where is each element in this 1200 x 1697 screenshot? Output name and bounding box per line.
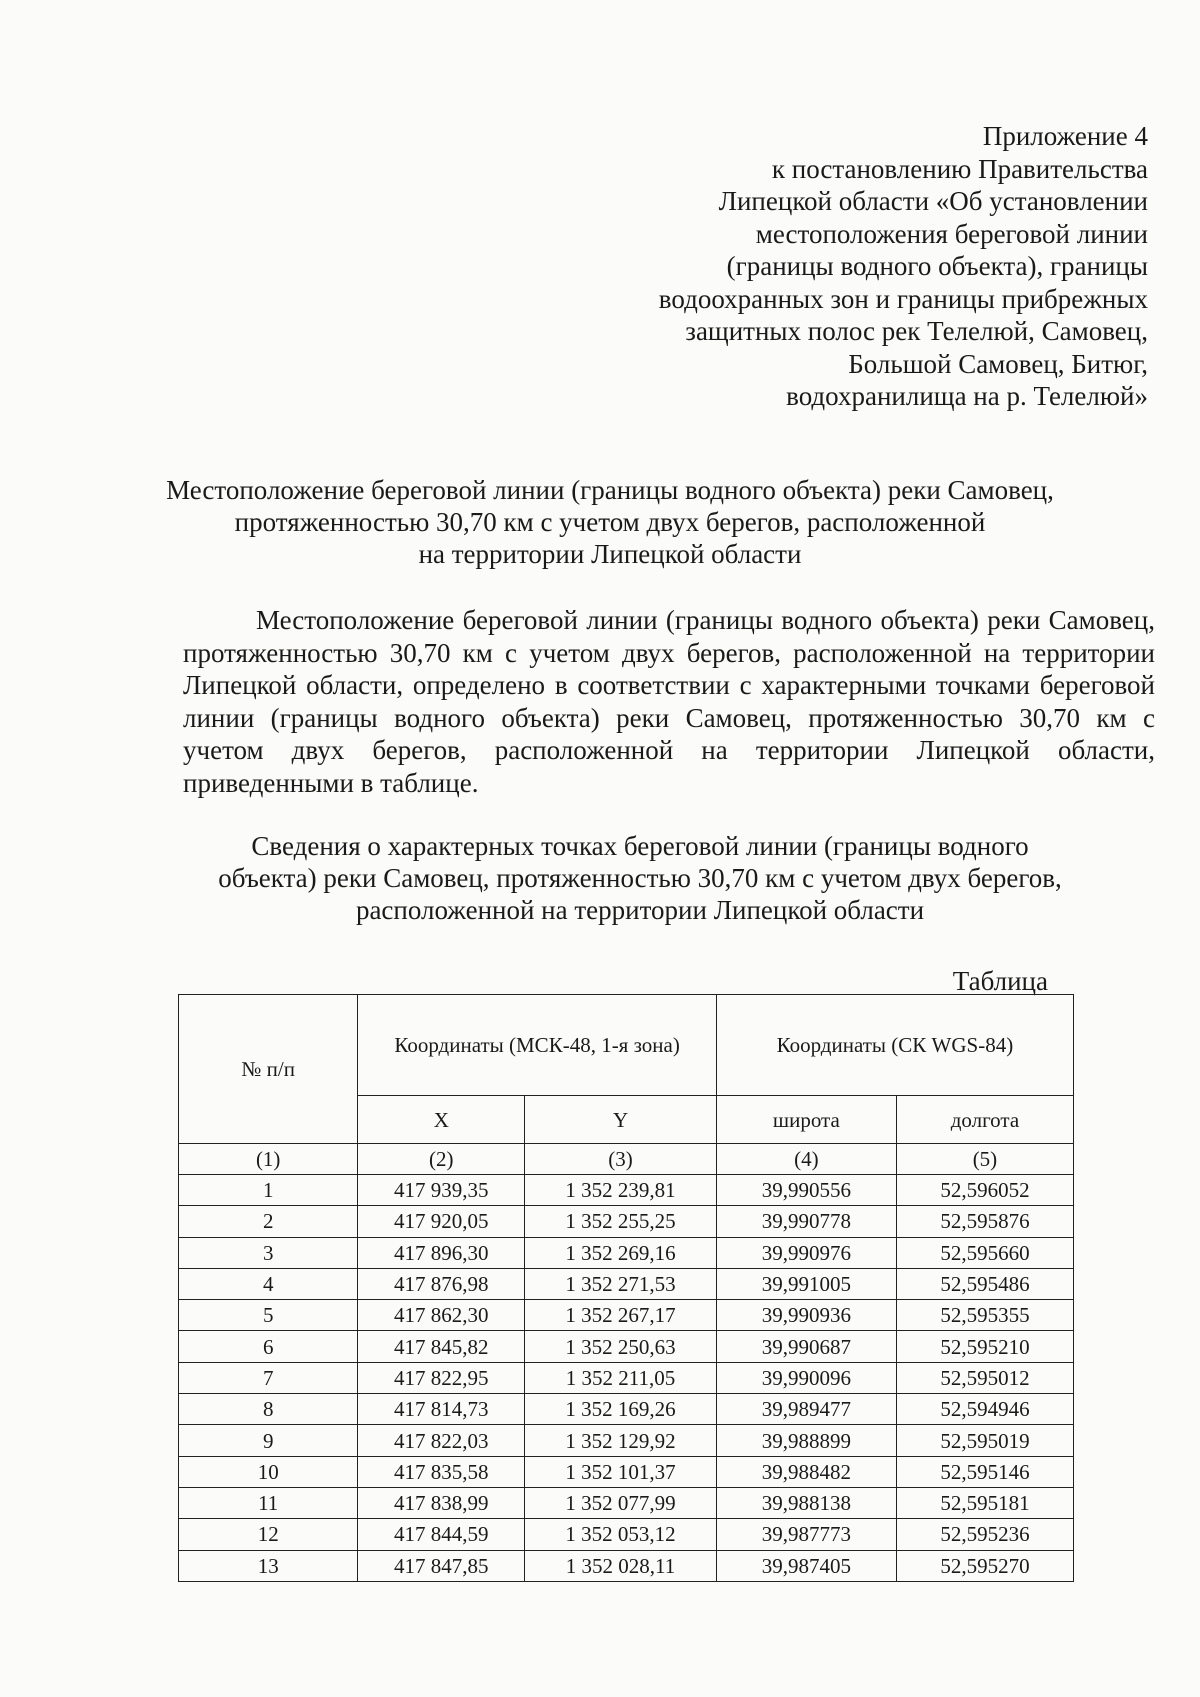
cell-longitude: 52,595012 <box>896 1362 1073 1393</box>
header-latitude: широта <box>716 1096 896 1144</box>
cell-x: 417 876,98 <box>358 1268 525 1299</box>
cell-longitude: 52,595181 <box>896 1487 1073 1518</box>
cell-latitude: 39,990778 <box>716 1206 896 1237</box>
cell-y: 1 352 255,25 <box>525 1206 717 1237</box>
cell-y: 1 352 269,16 <box>525 1237 717 1268</box>
cell-x: 417 844,59 <box>358 1519 525 1550</box>
cell-number: 1 <box>179 1175 358 1206</box>
cell-latitude: 39,990936 <box>716 1300 896 1331</box>
appendix-line: Липецкой области «Об установлении <box>718 186 1148 216</box>
table-caption: Таблица <box>952 966 1048 996</box>
cell-number: 3 <box>179 1237 358 1268</box>
cell-number: 5 <box>179 1300 358 1331</box>
cell-y: 1 352 053,12 <box>525 1519 717 1550</box>
appendix-line: Приложение 4 <box>982 121 1148 151</box>
table-row <box>179 1425 1074 1456</box>
cell-number: 11 <box>179 1487 358 1518</box>
table-row <box>179 1331 1074 1362</box>
cell-latitude: 39,990687 <box>716 1331 896 1362</box>
cell-y: 1 352 250,63 <box>525 1331 717 1362</box>
table-title <box>150 830 1130 926</box>
column-number: (1) <box>179 1144 358 1175</box>
title-line: Местоположение береговой линии (границы водного объекта) реки Самовец, <box>166 475 1054 505</box>
appendix-line: водохранилища на р. Телелюй» <box>786 381 1148 411</box>
table-row <box>179 1456 1074 1487</box>
cell-x: 417 822,03 <box>358 1425 525 1456</box>
cell-number: 12 <box>179 1519 358 1550</box>
cell-longitude: 52,595486 <box>896 1268 1073 1299</box>
column-number: (3) <box>525 1144 717 1175</box>
subtitle-line: расположенной на территории Липецкой области <box>355 895 925 925</box>
cell-y: 1 352 271,53 <box>525 1268 717 1299</box>
cell-x: 417 847,85 <box>358 1550 525 1581</box>
cell-x: 417 845,82 <box>358 1331 525 1362</box>
cell-y: 1 352 211,05 <box>525 1362 717 1393</box>
cell-number: 6 <box>179 1331 358 1362</box>
cell-latitude: 39,990096 <box>716 1362 896 1393</box>
header-y: Y <box>525 1096 717 1144</box>
cell-y: 1 352 267,17 <box>525 1300 717 1331</box>
header-x: X <box>358 1096 525 1144</box>
cell-latitude: 39,990976 <box>716 1237 896 1268</box>
column-number: (2) <box>358 1144 525 1175</box>
table-row <box>179 1362 1074 1393</box>
cell-x: 417 896,30 <box>358 1237 525 1268</box>
cell-x: 417 838,99 <box>358 1487 525 1518</box>
column-number: (4) <box>716 1144 896 1175</box>
table-row <box>179 1550 1074 1581</box>
cell-latitude: 39,988899 <box>716 1425 896 1456</box>
cell-longitude: 52,595146 <box>896 1456 1073 1487</box>
cell-x: 417 862,30 <box>358 1300 525 1331</box>
cell-y: 1 352 239,81 <box>525 1175 717 1206</box>
header-msk48: Координаты (МСК-48, 1-я зона) <box>358 995 716 1096</box>
cell-longitude: 52,595210 <box>896 1331 1073 1362</box>
cell-number: 8 <box>179 1394 358 1425</box>
appendix-line: водоохранных зон и границы прибрежных <box>658 283 1148 314</box>
table-row <box>179 1394 1074 1425</box>
column-number: (5) <box>896 1144 1073 1175</box>
cell-x: 417 814,73 <box>358 1394 525 1425</box>
cell-longitude: 52,595876 <box>896 1206 1073 1237</box>
cell-number: 10 <box>179 1456 358 1487</box>
cell-x: 417 835,58 <box>358 1456 525 1487</box>
header-wgs84: Координаты (СК WGS-84) <box>716 995 1073 1096</box>
title-line: на территории Липецкой области <box>418 539 802 569</box>
subtitle-line: Сведения о характерных точках береговой линии (границы водного <box>251 831 1029 861</box>
cell-x: 417 939,35 <box>358 1175 525 1206</box>
title-line: протяженностью 30,70 км с учетом двух берегов, расположенной <box>234 507 986 537</box>
cell-latitude: 39,988482 <box>716 1456 896 1487</box>
cell-latitude: 39,987773 <box>716 1519 896 1550</box>
cell-longitude: 52,594946 <box>896 1394 1073 1425</box>
cell-y: 1 352 129,92 <box>525 1425 717 1456</box>
table-row <box>179 1300 1074 1331</box>
cell-number: 4 <box>179 1268 358 1299</box>
coordinates-table <box>178 994 1074 1582</box>
header-longitude: долгота <box>896 1096 1073 1144</box>
appendix-line: (границы водного объекта), границы <box>726 251 1148 281</box>
header-number: № п/п <box>179 995 358 1144</box>
appendix-line: защитных полос рек Телелюй, Самовец, <box>685 316 1148 346</box>
subtitle-line: объекта) реки Самовец, протяженностью 30,70 км с учетом двух берегов, <box>218 863 1062 893</box>
table-row <box>179 1268 1074 1299</box>
cell-number: 13 <box>179 1550 358 1581</box>
cell-y: 1 352 077,99 <box>525 1487 717 1518</box>
cell-y: 1 352 169,26 <box>525 1394 717 1425</box>
cell-y: 1 352 101,37 <box>525 1456 717 1487</box>
cell-latitude: 39,988138 <box>716 1487 896 1518</box>
document-title <box>120 474 1100 570</box>
cell-latitude: 39,991005 <box>716 1268 896 1299</box>
cell-longitude: 52,595355 <box>896 1300 1073 1331</box>
cell-longitude: 52,596052 <box>896 1175 1073 1206</box>
appendix-line: к постановлению Правительства <box>771 153 1148 184</box>
cell-longitude: 52,595270 <box>896 1550 1073 1581</box>
table-row <box>179 1487 1074 1518</box>
table-row <box>179 1519 1074 1550</box>
table-body <box>179 1175 1074 1582</box>
cell-x: 417 920,05 <box>358 1206 525 1237</box>
table-row <box>179 1237 1074 1268</box>
table-row <box>179 1175 1074 1206</box>
cell-longitude: 52,595236 <box>896 1519 1073 1550</box>
cell-longitude: 52,595019 <box>896 1425 1073 1456</box>
cell-latitude: 39,987405 <box>716 1550 896 1581</box>
cell-number: 7 <box>179 1362 358 1393</box>
cell-y: 1 352 028,11 <box>525 1550 717 1581</box>
body-paragraph: Местоположение береговой линии (границы водного объекта) реки Самовец, протяженностью 30,70 км с учетом двух берегов, расположенной на территории Липецкой области, определено в соответствии с характерными точками береговой линии (границы водного объекта) реки Самовец, протяженностью 30,70 км с учетом двух берегов, расположенной на территории Липецкой области, приведенными в таблице. <box>183 605 1155 798</box>
appendix-line: Большой Самовец, Битюг, <box>848 348 1148 379</box>
table-row <box>179 1206 1074 1237</box>
cell-number: 9 <box>179 1425 358 1456</box>
cell-latitude: 39,990556 <box>716 1175 896 1206</box>
appendix-line: местоположения береговой линии <box>755 218 1148 249</box>
appendix-note <box>659 120 1148 413</box>
cell-x: 417 822,95 <box>358 1362 525 1393</box>
cell-longitude: 52,595660 <box>896 1237 1073 1268</box>
cell-number: 2 <box>179 1206 358 1237</box>
cell-latitude: 39,989477 <box>716 1394 896 1425</box>
